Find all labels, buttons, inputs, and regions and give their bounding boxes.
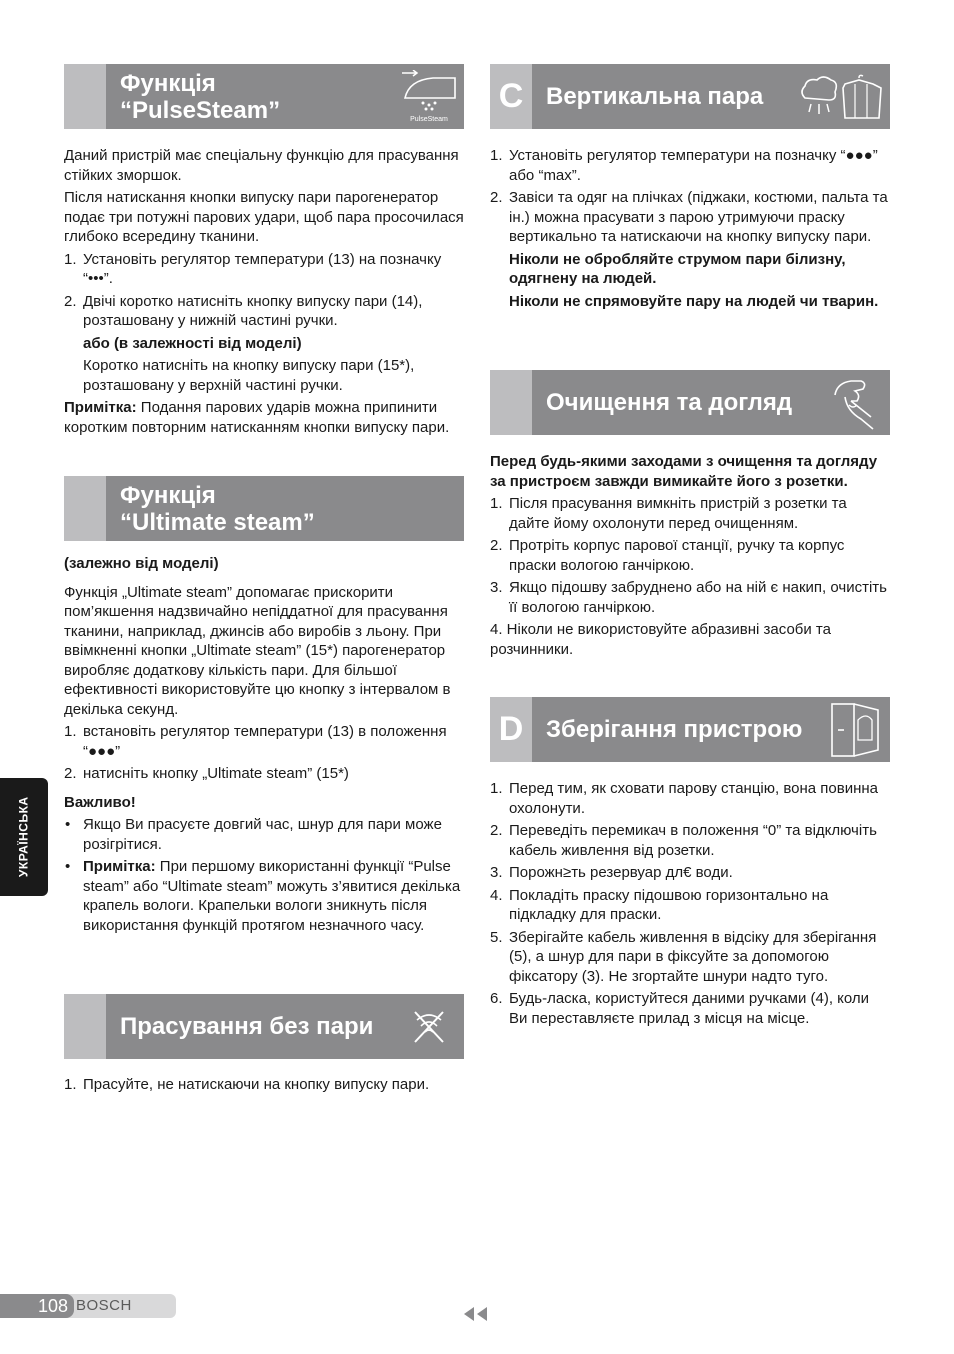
list-item: 4. Покладіть праску підошвою горизонтально на підкладку для праски. <box>490 886 829 923</box>
pulsesteam-body <box>64 146 464 440</box>
pulsesteam-header <box>64 64 464 129</box>
list-item: 2. Завіси та одяг на плічках (піджаки, костюми, пальта та ін.) можна прасувати з парою утримуючи праску вертикально та натискаючи на кнопку випуску пари. <box>490 189 888 245</box>
important-bullets <box>64 815 464 935</box>
pulsesteam-intro: Даний пристрій має спеціальну функцію для прасування стійких зморшок. <box>64 147 459 184</box>
pulsesteam-title <box>106 64 394 129</box>
cleaning-header <box>490 370 890 435</box>
list-item: 1. Прасуйте, не натискаючи на кнопку випуску пари. <box>64 1076 430 1093</box>
ultimate-steam-title: Функція “Ultimate steam” <box>120 481 315 536</box>
no-steam-header <box>64 994 464 1059</box>
pulsesteam-description: Після натискання кнопки випуску пари парогенератор подає три потужні парових удари, щоб пара просочилася глибоко всередину тканини. <box>64 189 464 245</box>
language-side-tab <box>0 778 48 896</box>
cleaning-step-4: 4. Ніколи не використовуйте абразивні засоби та розчинники. <box>490 621 831 658</box>
previous-page-arrows-icon[interactable] <box>462 1306 490 1328</box>
list-item: 5. Зберігайте кабель живлення в відсіку для зберігання (5), а шнур для пари в фіксуйте за допомогою фіксатору (3). Не згортайте шнури надто туго. <box>490 928 877 985</box>
list-item: 1. Після прасування вимкніть пристрій з розетки та дайте йому охолонути перед очищенням. <box>490 495 847 532</box>
list-item: 1. Перед тим, як сховати парову станцію, вона повинна охолонути. <box>490 780 879 817</box>
ultimate-model-note: (залежно від моделі) <box>64 555 219 572</box>
list-item: • Примітка: При першому використанні функції “Pulse steam” або “Ultimate steam” можуть з’явитися декілька крапель вологи. Крапельки вологи зникнуть після використання функцій протягом незначного часу. <box>65 858 461 934</box>
vertical-steam-steps <box>490 146 890 247</box>
page-number: 108 <box>0 1294 74 1318</box>
list-item: 2. Протріть корпус парової станції, ручку та корпус праски вологою ганчіркою. <box>490 537 845 574</box>
list-item: 1. Установіть регулятор температури (13) на позначку “•••”. <box>64 250 442 287</box>
storage-steps <box>490 779 890 1028</box>
header-tab <box>490 370 532 435</box>
ultimate-steps <box>64 722 464 784</box>
list-item: 1. встановіть регулятор температури (13) в положення “●●●” <box>64 723 447 760</box>
storage-header <box>490 697 890 762</box>
header-tab <box>64 64 106 129</box>
list-item: 2. натисніть кнопку „Ultimate steam” (15*) <box>64 765 349 782</box>
cleaning-intro: Перед будь-якими заходами з очищення та догляду за пристроєм завжди вимикайте його з розетки. <box>490 453 878 490</box>
ultimate-steam-header <box>64 476 464 541</box>
brand-name: BOSCH <box>76 1297 132 1314</box>
header-tab <box>64 994 106 1059</box>
vertical-steam-body <box>490 146 890 314</box>
list-item: 6. Будь-ласка, користуйтеся даними ручками (4), коли Ви переставляєте прилад з місця на місце. <box>490 990 870 1027</box>
cleaning-steps <box>490 494 890 617</box>
list-item: 2. Переведіть перемикач в положення “0” та відключіть кабель живлення від розетки. <box>490 822 877 859</box>
list-item: 3. Порожн≥ть резервуар дл€ води. <box>490 864 733 881</box>
pulsesteam-title-line1: Функція <box>120 69 216 97</box>
list-item: • Якщо Ви прасуєте довгий час, шнур для пари може розігрітися. <box>65 816 442 853</box>
important-heading: Важливо! <box>64 793 136 811</box>
section-letter-d: D <box>490 697 532 762</box>
list-item: 3. Якщо підошву забруднено або на ній є накип, очистіть її вологою ганчіркою. <box>490 579 887 616</box>
no-steam-steps <box>64 1075 464 1095</box>
no-steam-title: Прасування без пари <box>120 1013 374 1040</box>
section-letter-c: C <box>490 64 532 129</box>
pulsesteam-steps <box>64 250 464 331</box>
storage-title: Зберігання пристрою <box>546 716 803 743</box>
ultimate-steam-body <box>64 554 464 938</box>
storage-body <box>490 779 890 1031</box>
warning-people-animals: Ніколи не спрямовуйте пару на людей чи тварин. <box>509 292 879 310</box>
vertical-steam-header <box>490 64 890 129</box>
language-label: УКРАЇНСЬКА <box>16 796 31 878</box>
cleaning-hand-icon <box>820 370 890 435</box>
header-tab <box>64 476 106 541</box>
list-item: 1. Установіть регулятор температури на позначку “●●●” або “max”. <box>490 147 878 184</box>
pulsesteam-note: Примітка: Подання парових ударів можна припинити коротким повторним натисканням кнопки випуску пари. <box>64 399 450 436</box>
no-steam-icon <box>394 994 464 1059</box>
pulsesteam-icon <box>394 64 464 129</box>
vertical-steam-icon <box>794 64 890 129</box>
warning-clothes-on-people: Ніколи не обробляйте струмом пари білизну, одягнену на людей. <box>509 250 846 287</box>
pulsesteam-alt-label: або (в залежності від моделі) <box>83 334 302 352</box>
no-steam-body <box>64 1075 464 1098</box>
storage-cabinet-icon <box>820 697 890 762</box>
pulsesteam-title-line2: “PulseSteam” <box>120 96 281 124</box>
cleaning-body <box>490 452 890 662</box>
ultimate-description: Функція „Ultimate steam” допомагає прискорити пом’якшення надзвичайно непіддатної для прасування тканини, наприклад, джинсів або виробів з льону. При ввімкненні кнопки „Ultimate steam” (15*) парогенератор виробляє додаткову кількість пари. Для більшої ефективності використовуйте цю кнопку з інтервалом в декілька секунд. <box>64 583 451 718</box>
pulsesteam-alt-text: Коротко натисніть на кнопку випуску пари (15*), розташовану у верхній частині ручки. <box>83 357 415 394</box>
pulsesteam-icon-caption: PulseSteam <box>410 115 448 123</box>
vertical-steam-title: Вертикальна пара <box>546 83 764 110</box>
cleaning-title: Очищення та догляд <box>546 389 793 416</box>
list-item: 2. Двічі коротко натисніть кнопку випуску пари (14), розташовану у нижній частині ручки. <box>64 292 423 329</box>
